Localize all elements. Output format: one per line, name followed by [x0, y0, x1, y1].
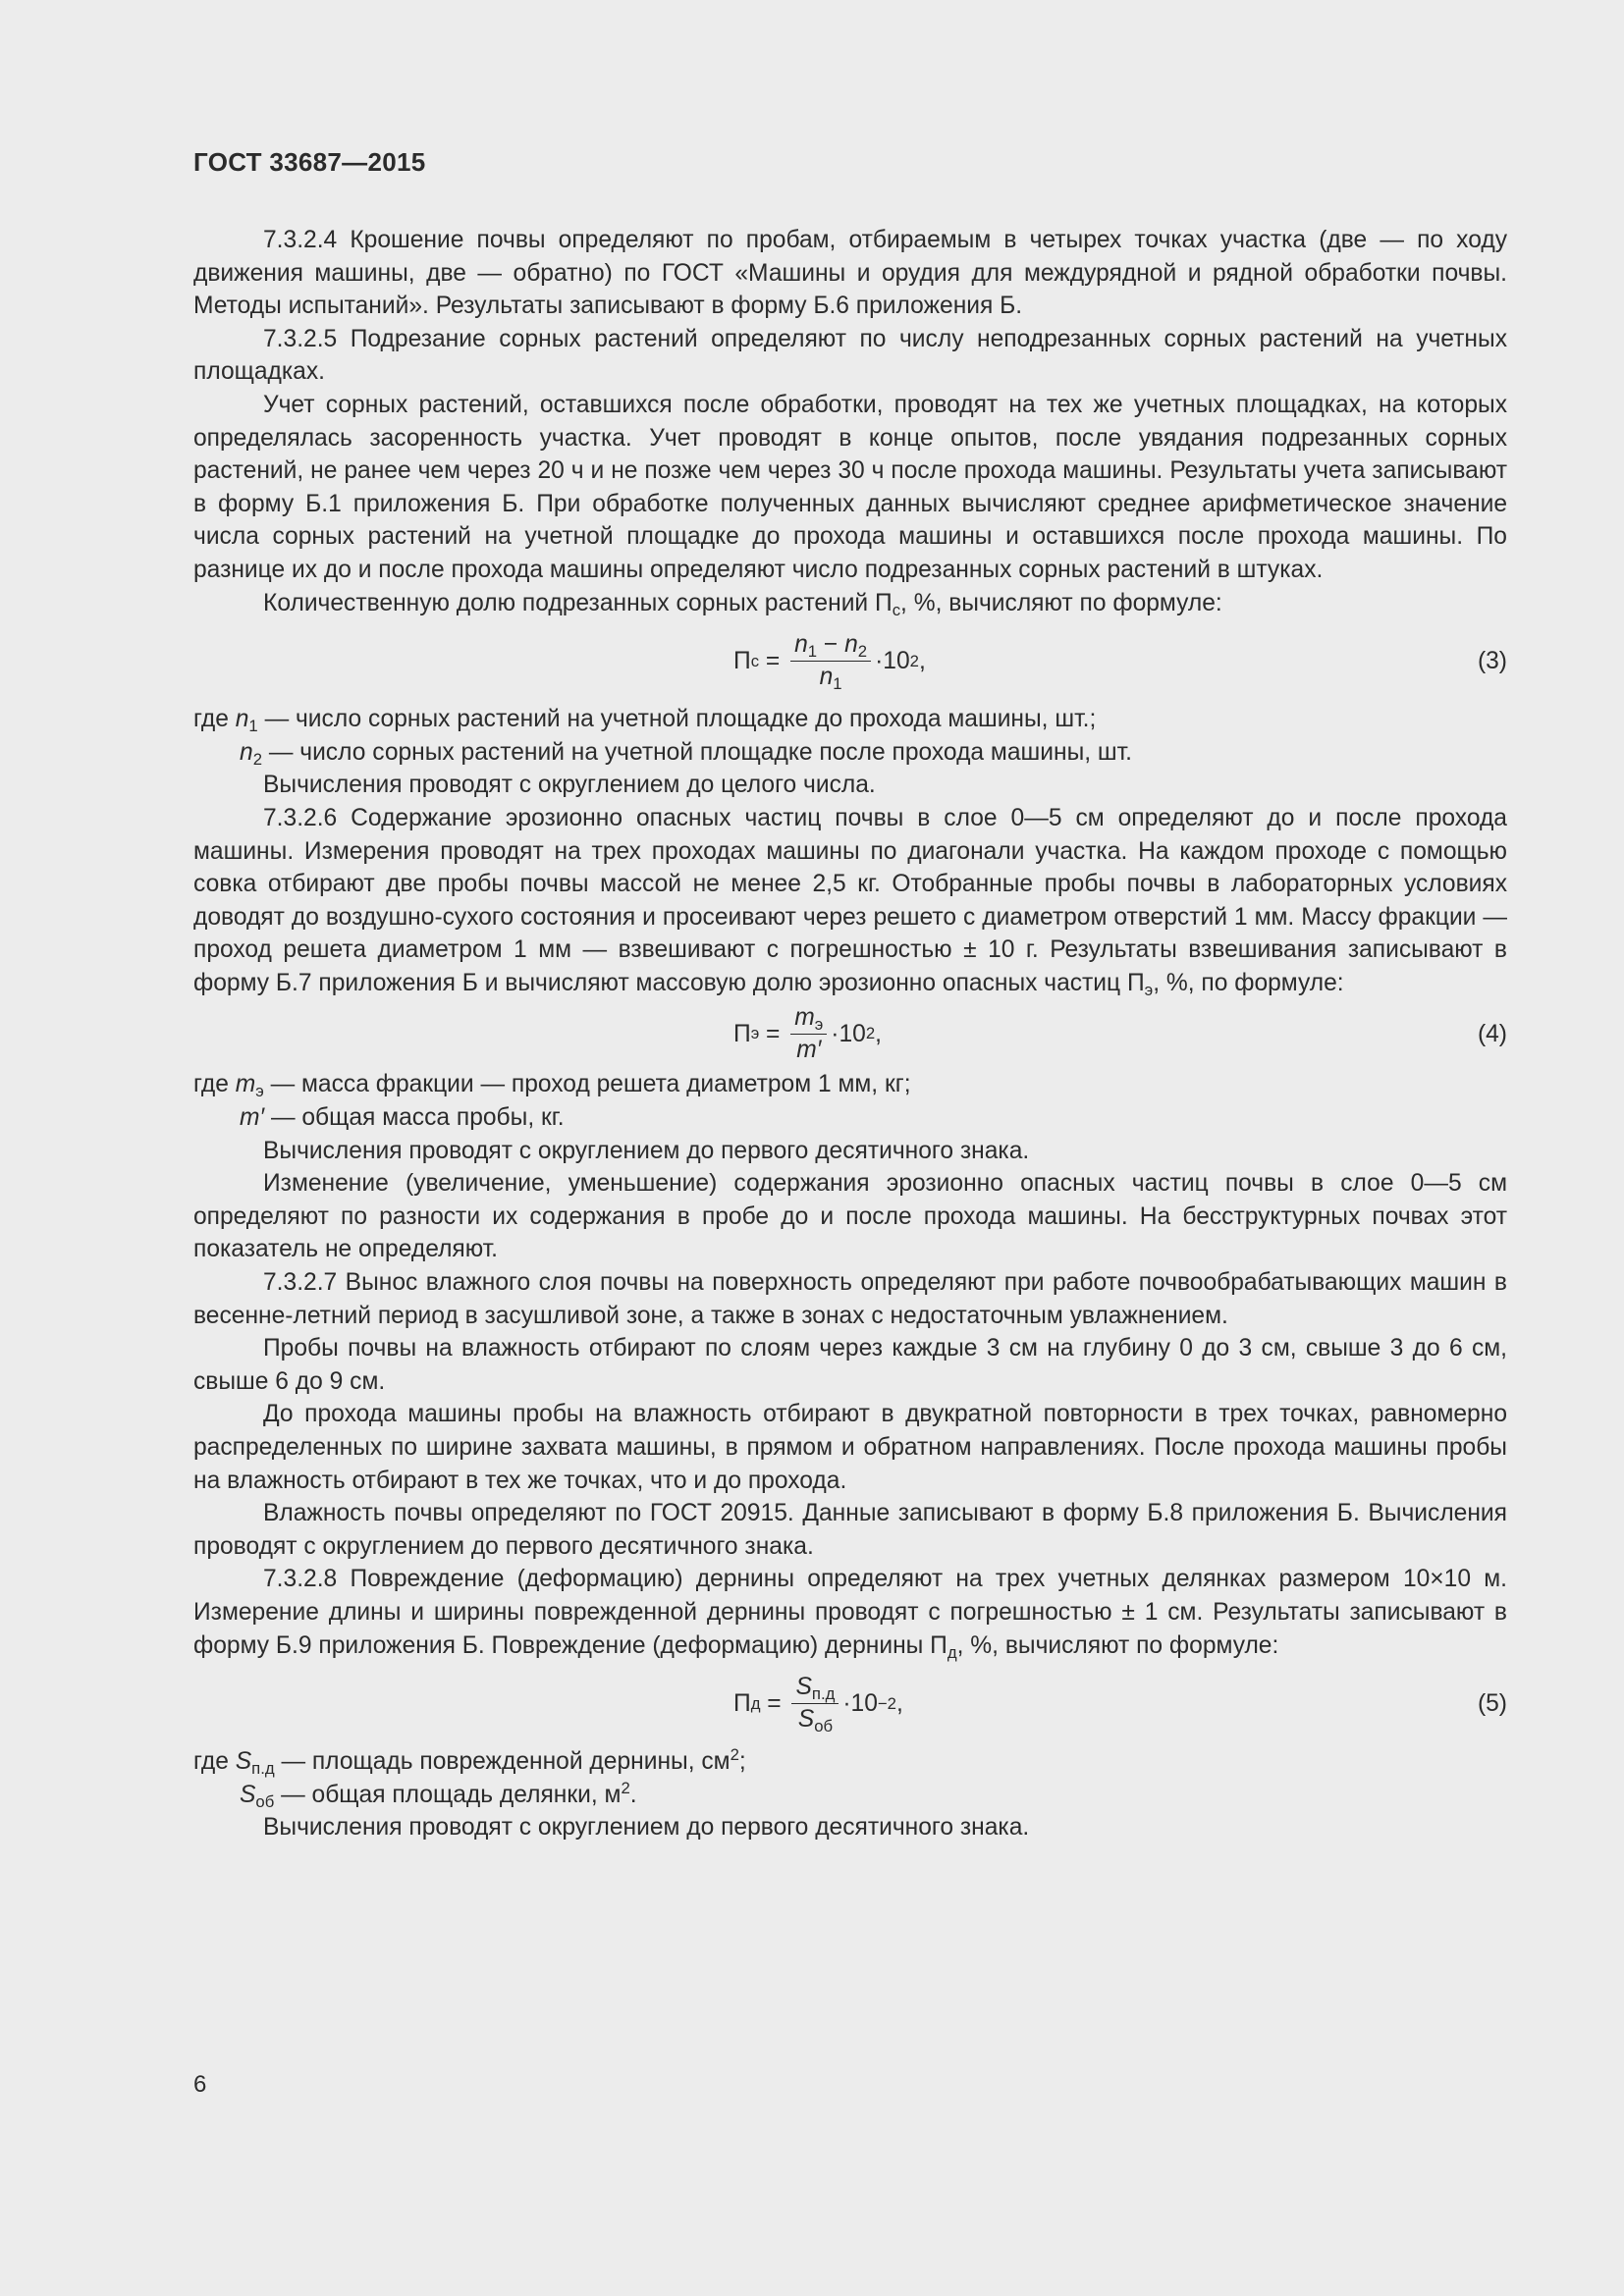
paragraph-before-pass: До прохода машины пробы на влажность отбирают в двукратной повторности в трех точках, равномерно распределенных по ширине захвата машины, в прямом и обратном направлениях. После прохода машины пробы на влажность отбирают в тех же точках, что и до прохода. [193, 1401, 1507, 1494]
paragraph-rounding-decimal-1: Вычисления проводят с округлением до первого десятичного знака. [263, 1137, 1030, 1164]
where-m-e: где $m_э$ — масса фракции — проход решета диаметром 1 мм, кг; [193, 1071, 911, 1101]
formula-5-fraction: $\frac{S_{п.д}}{S_{об}}$ [791, 1672, 839, 1735]
where-n2: $n_2$ — число сорных растений на учетной площадке после прохода машины, шт. [240, 738, 1133, 769]
formula-4-number: (4) [1477, 1020, 1507, 1047]
formula-5-number: (5) [1477, 1689, 1507, 1717]
formula-3-number: (3) [1477, 647, 1507, 674]
paragraph-soil-moisture: Влажность почвы определяют по ГОСТ 20915. Данные записывают в форму Б.8 приложения Б. Вычисления проводят с округлением до первого десятичного знака. [193, 1500, 1507, 1560]
where-n1: где $n_1$ — число сорных растений на учетной площадке до прохода машины, шт.; [193, 706, 1097, 736]
paragraph-7-3-2-6: 7.3.2.6 Содержание эрозионно опасных частиц почвы в слое 0—5 см определяют до и после прохода машины. Измерения проводят на трех проходах машины по диагонали участка. На каждом проходе с помощью совка отбирают две пробы почвы массой не менее 2,5 кг. Отобранные пробы почвы в лабораторных условиях доводят до воздушно-сухого состояния и просеивают через решето с диаметром отверстий 1 мм. Массу фракции — проход решета диаметром 1 мм — взвешивают с погрешностью ± 10 г. Результаты взвешивания записывают в форму Б.7 приложения Б и вычисляют массовую долю эрозионно опасных частиц $П_э$, %, по формуле: [193, 804, 1507, 999]
formula-3-expression: П с = $\frac{n_1 - n_2}{n_1}$ ·10 2 , [733, 631, 926, 694]
paragraph-erosion-change: Изменение (увеличение, уменьшение) содержания эрозионно опасных частиц почвы в слое 0—5 см определяют по разности их содержания в пробе до и после прохода машины. На бесструктурных почвах этот показатель не определяют. [193, 1170, 1507, 1263]
paragraph-7-3-2-5: 7.3.2.5 Подрезание сорных растений определяют по числу неподрезанных сорных растений на учетных площадках. [193, 325, 1507, 386]
paragraph-rounding-decimal-2: Вычисления проводят с округлением до первого десятичного знака. [263, 1814, 1030, 1842]
paragraph-7-3-2-7: 7.3.2.7 Вынос влажного слоя почвы на поверхность определяют при работе почвообрабатывающих машин в весенне-летний период в засушливой зоне, а также в зонах с недостаточным увлажнением. [193, 1269, 1507, 1329]
formula-5-expression: П д = $\frac{S_{п.д}}{S_{об}}$ ·10 −2 , [733, 1674, 903, 1736]
paragraph-weed-count: Учет сорных растений, оставшихся после обработки, проводят на тех же учетных площадках, на которых определялась засоренность участка. Учет проводят в конце опытов, после увядания подрезанных сорных растений, не ранее чем через 20 ч и не позже чем через 30 ч после прохода машины. Результаты учета записывают в форму Б.1 приложения Б. При обработке полученных данных вычисляют среднее арифметическое значение числа сорных растений на учетной площадке до прохода машины и оставшихся после прохода машины. По разнице их до и после прохода машины определяют число подрезанных сорных растений в штуках. [193, 391, 1507, 583]
where-s-pd: где $S_{п.д}$ — площадь поврежденной дернины, $см^2$; [193, 1744, 746, 1779]
paragraph-rounding-integer: Вычисления проводят с округлением до целого числа. [263, 772, 876, 799]
paragraph-formula3-intro: Количественную долю подрезанных сорных растений $П_с$, %, вычисляют по формуле: [263, 589, 1222, 619]
paragraph-7-3-2-8: 7.3.2.8 Повреждение (деформацию) дернины определяют на трех учетных делянках размером 10×10 м. Измерение длины и ширины поврежденной дернины проводят с погрешностью ± 1 см. Результаты записывают в форму Б.9 приложения Б. Повреждение (деформацию) дернины $П_д$, %, вычисляют по формуле: [193, 1566, 1507, 1662]
formula-5 [193, 1662, 1507, 1745]
paragraph-moisture-samples: Пробы почвы на влажность отбирают по слоям через каждые 3 см на глубину 0 до 3 см, свыше 3 до 6 см, свыше 6 до 9 см. [193, 1335, 1507, 1395]
formula-3 [193, 619, 1507, 703]
formula-4-fraction: $\frac{m_э}{m'}$ [790, 1002, 827, 1066]
document-body [193, 224, 1507, 1844]
formula-3-fraction: $\frac{n_1 - n_2}{n_1}$ [790, 629, 871, 693]
paragraph-7-3-2-4: 7.3.2.4 Крошение почвы определяют по пробам, отбираемым в четырех точках участка (две — по ходу движения машины, две — обратно) по ГОСТ «Машины и орудия для междурядной и рядной обработки почвы. Методы испытаний». Результаты записывают в форму Б.6 приложения Б. [193, 227, 1507, 320]
formula-4 [193, 999, 1507, 1068]
document-header: ГОСТ 33687—2015 [193, 147, 426, 177]
where-s-ob: $S_{об}$ — общая площадь делянки, $м^2$. [240, 1778, 637, 1811]
page-number: 6 [193, 2071, 207, 2098]
where-m-prime: m′ — общая масса пробы, кг. [240, 1104, 565, 1132]
formula-4-expression: П э = $\frac{m_э}{m'}$ ·10 2 , [733, 999, 882, 1068]
